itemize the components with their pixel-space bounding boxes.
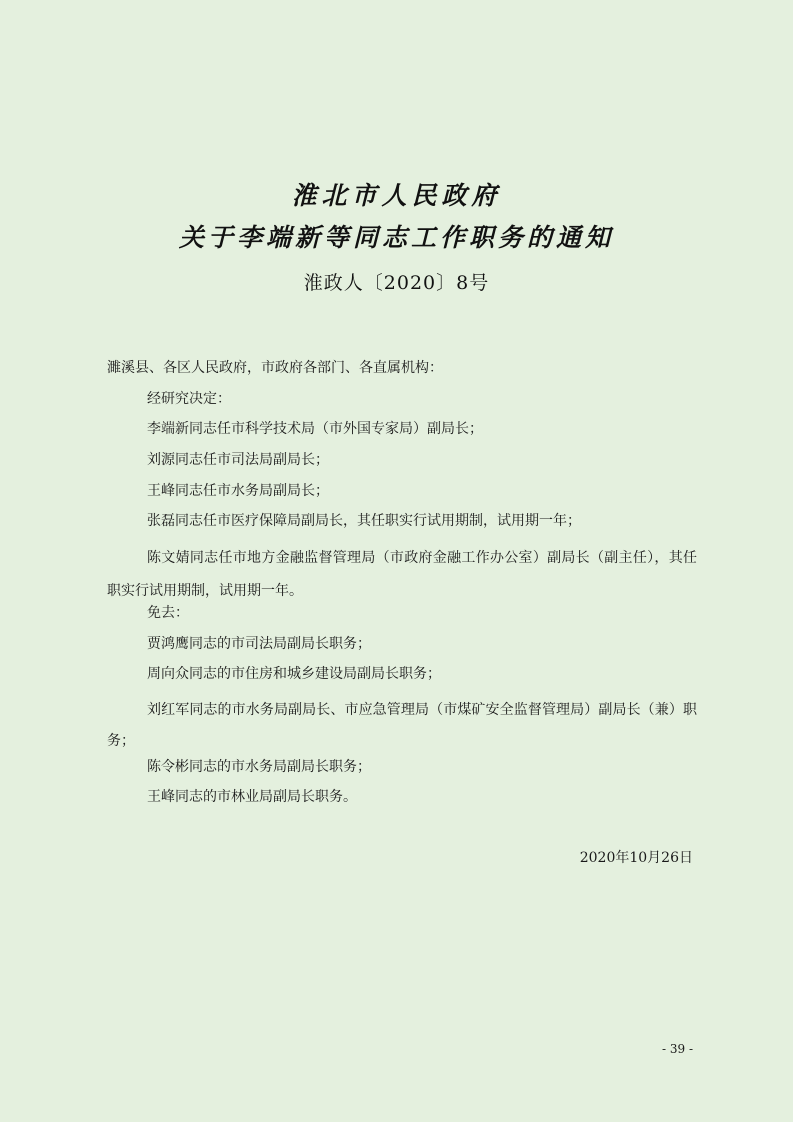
removal-item: 刘红军同志的市水务局副局长、市应急管理局（市煤矿安全监督管理局）副局长（兼）职务； xyxy=(107,702,697,749)
removal-intro: 免去： xyxy=(147,605,189,621)
page-number: - 39 - xyxy=(661,1042,693,1056)
document-number: 淮政人〔2020〕8号 xyxy=(303,272,490,294)
issue-date: 2020年10月26日 xyxy=(579,850,693,866)
document-title-line1: 淮北市人民政府 xyxy=(291,181,502,210)
addressee: 濉溪县、各区人民政府，市政府各部门、各直属机构： xyxy=(107,360,443,376)
appointment-item: 王峰同志任市水务局副局长； xyxy=(147,483,329,499)
appointment-item: 张磊同志任市医疗保障局副局长，其任职实行试用期制，试用期一年； xyxy=(147,513,581,529)
document-title-line2: 关于李端新等同志工作职务的通知 xyxy=(178,223,614,252)
removal-item: 周向众同志的市住房和城乡建设局副局长职务； xyxy=(147,666,441,682)
appointment-item: 陈文婧同志任市地方金融监督管理局（市政府金融工作办公室）副局长（副主任），其任职实行试用期制，试用期一年。 xyxy=(107,550,697,599)
appointment-item: 刘源同志任市司法局副局长； xyxy=(147,452,329,468)
appointment-item: 李端新同志任市科学技术局（市外国专家局）副局长； xyxy=(147,421,483,437)
removal-item: 陈令彬同志的市水务局副局长职务； xyxy=(147,759,371,775)
decision-intro: 经研究决定： xyxy=(147,391,231,407)
removal-item: 贾鸿鹰同志的市司法局副局长职务； xyxy=(147,636,371,652)
removal-item: 王峰同志的市林业局副局长职务。 xyxy=(147,789,357,805)
